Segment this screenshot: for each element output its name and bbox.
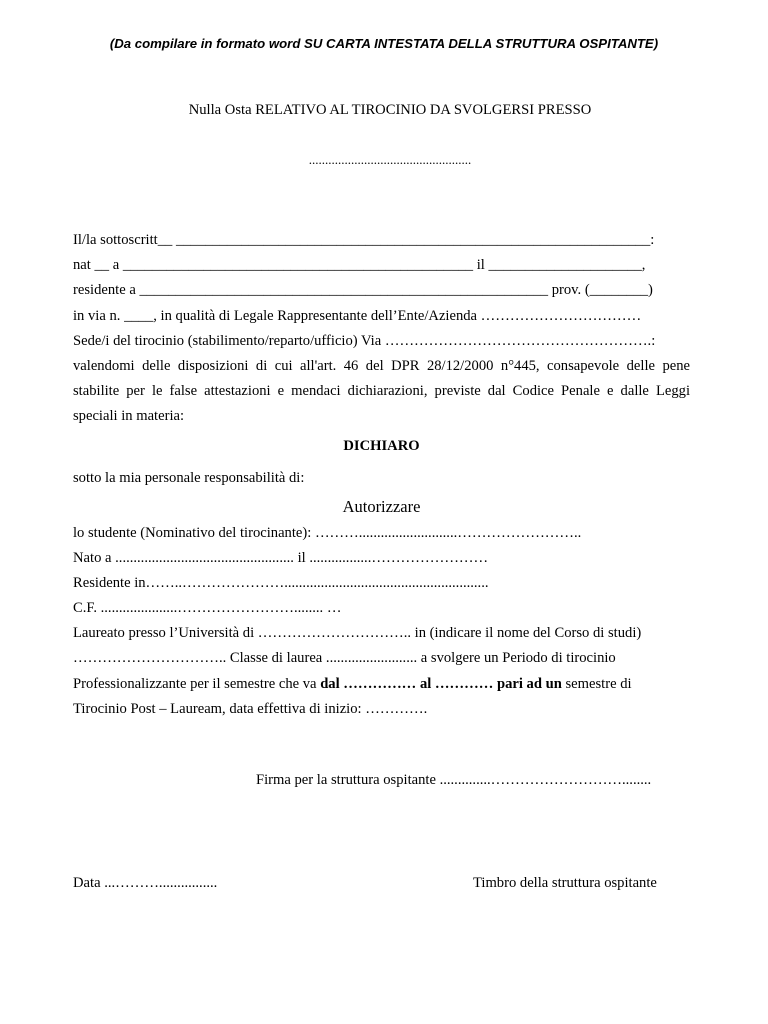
period-semester: semestre di (561, 675, 632, 692)
period-equal: pari ad un (496, 675, 562, 692)
legal-rep-line: in via n. ____, in qualità di Legale Rappresentante dell’Ente/Azienda …………………………… (73, 307, 642, 324)
autorizzare-heading: Autorizzare (342, 496, 421, 516)
stamp-label: Timbro della struttura ospitante (473, 875, 657, 891)
start-date-line: Tirocinio Post – Lauream, data effettiva di inizio: …………. (73, 700, 428, 717)
title-dotted-line: .................................................. (308, 152, 472, 167)
birth-line: nat __ a ________________________________________________ il _____________________, (73, 257, 646, 274)
date-line: Data ...………................ (73, 875, 218, 891)
residence-line: residente a ________________________________________________________ prov. (________) (73, 282, 653, 299)
document-title: Nulla Osta RELATIVO AL TIROCINIO DA SVOLGERSI PRESSO (188, 102, 592, 118)
student-cf-line: C.F. .....................……………………........ … (73, 600, 342, 617)
document-body (73, 228, 690, 722)
degree-class-line: ………………………….. Classe di laurea ......................... a svolgere un Periodo di tirocinio (73, 650, 616, 667)
student-birth-line: Nato a ................................................. il .................…………………… (73, 549, 489, 566)
signature-line: Firma per la struttura ospitante ..............………………………........ (256, 772, 652, 788)
period-from: dal …………… (320, 675, 417, 692)
declaration-text-3: speciali in materia: (73, 408, 185, 425)
declaration-text-1: valendomi delle disposizioni di cui all'art. 46 del DPR 28/12/2000 n°445, consapevole delle pene (73, 357, 690, 374)
student-residence-line: Residente in……..…………………........................................................ (73, 574, 489, 591)
period-line (73, 672, 690, 697)
student-name-line: lo studente (Nominativo del tirocinante): ………...........................…………………….. (73, 524, 582, 541)
degree-line: Laureato presso l’Università di ………………………….. in (indicare il nome del Corso di studi) (73, 625, 642, 642)
header-note: (Da compilare in formato word SU CARTA INTESTATA DELLA STRUTTURA OSPITANTE) (109, 36, 659, 51)
declaration-text-2: stabilite per le false attestazioni e mendaci dichiarazioni, previste dal Codice Penale e dalle Leggi (73, 383, 690, 400)
period-to: al ………… (419, 675, 494, 692)
internship-site-line: Sede/i del tirocinio (stabilimento/reparto/ufficio) Via ……………………………………………….: (73, 332, 656, 349)
responsibility-text: sotto la mia personale responsabilità di: (73, 469, 305, 486)
dichiaro-heading: DICHIARO (343, 437, 420, 454)
period-text: Professionalizzante per il semestre che va (73, 675, 321, 692)
signatory-line: Il/la sottoscritt__ _________________________________________________________________: (73, 232, 655, 248)
